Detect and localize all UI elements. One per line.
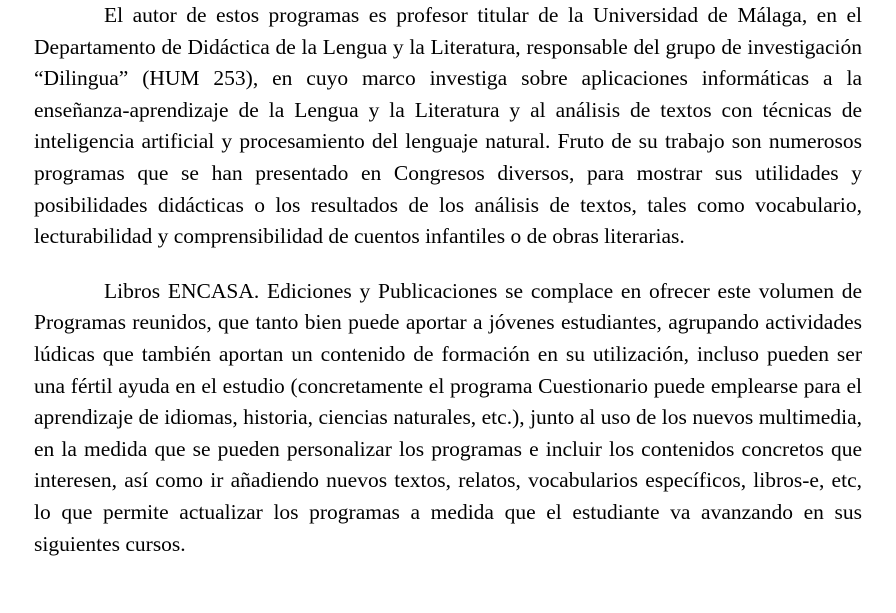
document-page [34, 0, 862, 560]
paragraph-publisher-note: Libros ENCASA. Ediciones y Publicaciones se complace en ofrecer este volumen de Programas reunidos, que tanto bien puede aportar a jóvenes estudiantes, agrupando actividades lúdicas que también aportan un contenido de formación en su utilización, incluso pueden ser una fértil ayuda en el estudio (concretamente el programa Cuestionario puede emplearse para el aprendizaje de idiomas, historia, ciencias naturales, etc.), junto al uso de los nuevos multimedia, en la medida que se pueden personalizar los programas e incluir los contenidos concretos que interesen, así como ir añadiendo nuevos textos, relatos, vocabularios específicos, libros-e, etc, lo que permite actualizar los programas a medida que el estudiante va avanzando en sus siguientes cursos. [34, 278, 862, 556]
paragraph-author-bio: El autor de estos programas es profesor titular de la Universidad de Málaga, en el Departamento de Didáctica de la Lengua y la Literatura, responsable del grupo de investigación “Dilingua” (HUM 253), en cuyo marco investiga sobre aplicaciones informáticas a la enseñanza-aprendizaje de la Lengua y la Literatura y al análisis de textos con técnicas de inteligencia artificial y procesamiento del lenguaje natural. Fruto de su trabajo son numerosos programas que se han presentado en Congresos diversos, para mostrar sus utilidades y posibilidades didácticas o los resultados de los análisis de textos, tales como vocabulario, lecturabilidad y comprensibilidad de cuentos infantiles o de obras literarias. [34, 3, 862, 249]
